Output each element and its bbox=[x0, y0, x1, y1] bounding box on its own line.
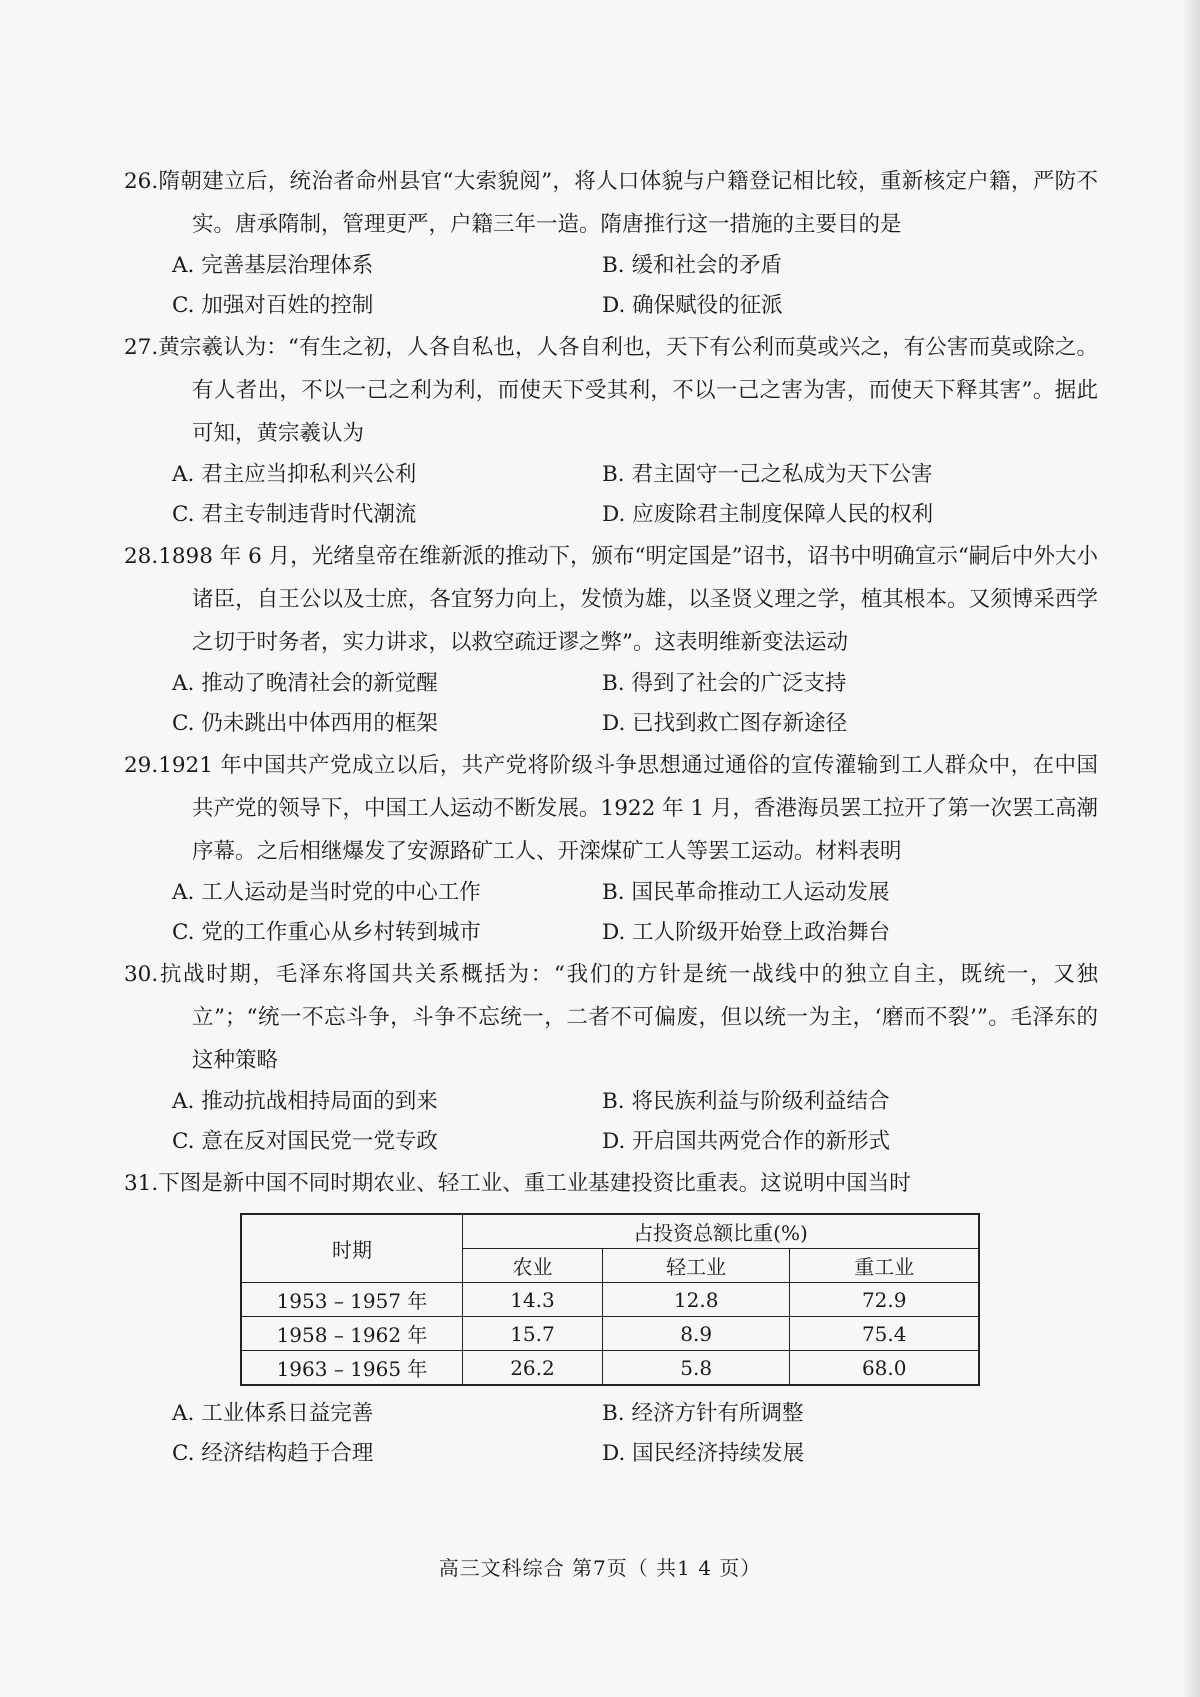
question-text: 1898 年 6 月，光绪皇帝在维新派的推动下，颁布“明定国是”诏书，诏书中明确宣示“嗣后中外大小诸臣，自王公以及士庶，各宜努力向上，发愤为雄，以圣贤义理之学，植其根本。又须博采西学之切于时务者，实力讲求，以救空疏迂谬之弊”。这表明维新变法运动 bbox=[158, 544, 1098, 655]
column-header-light-industry: 轻工业 bbox=[602, 1249, 789, 1283]
option-d[interactable]: D. 确保赋役的征派 bbox=[602, 293, 783, 318]
value-cell: 14.3 bbox=[463, 1283, 603, 1317]
question-28 bbox=[124, 535, 1098, 744]
option-c[interactable]: C. 君主专制违背时代潮流 bbox=[172, 502, 417, 527]
question-stem bbox=[124, 535, 1098, 664]
page-footer: 高三文科综合 第7页（ 共1 4 页） bbox=[438, 1556, 762, 1580]
value-cell: 72.9 bbox=[790, 1283, 979, 1317]
option-d[interactable]: D. 开启国共两党合作的新形式 bbox=[602, 1129, 891, 1154]
options bbox=[172, 1082, 1098, 1162]
option-b[interactable]: B. 国民革命推动工人运动发展 bbox=[602, 880, 890, 905]
share-group-header: 占投资总额比重(%) bbox=[463, 1214, 980, 1249]
option-b[interactable]: B. 君主固守一己之私成为天下公害 bbox=[602, 462, 933, 487]
question-text: 黄宗羲认为：“有生之初，人各自私也，人各自利也，天下有公利而莫或兴之，有公害而莫或除之。有人者出，不以一己之利为利，而使天下受其利，不以一己之害为害，而使天下释其害”。据此可知，黄宗羲认为 bbox=[158, 335, 1098, 446]
option-b[interactable]: B. 缓和社会的矛盾 bbox=[602, 253, 782, 278]
period-cell: 1958 – 1962 年 bbox=[241, 1317, 463, 1351]
table-row bbox=[241, 1317, 979, 1351]
column-header-heavy-industry: 重工业 bbox=[790, 1249, 979, 1283]
table-header-row bbox=[241, 1214, 979, 1249]
column-header-agriculture: 农业 bbox=[463, 1249, 603, 1283]
table-row bbox=[241, 1283, 979, 1317]
option-c[interactable]: C. 意在反对国民党一党专政 bbox=[172, 1129, 438, 1154]
option-b[interactable]: B. 得到了社会的广泛支持 bbox=[602, 671, 847, 696]
value-cell: 15.7 bbox=[463, 1317, 603, 1351]
option-d[interactable]: D. 应废除君主制度保障人民的权利 bbox=[602, 502, 934, 527]
period-cell: 1953 – 1957 年 bbox=[241, 1283, 463, 1317]
option-b[interactable]: B. 经济方针有所调整 bbox=[602, 1401, 804, 1426]
question-31 bbox=[124, 1162, 1098, 1474]
option-a[interactable]: A. 君主应当抑私利兴公利 bbox=[172, 462, 417, 487]
option-d[interactable]: D. 工人阶级开始登上政治舞台 bbox=[602, 920, 891, 945]
question-29 bbox=[124, 744, 1098, 953]
value-cell: 8.9 bbox=[602, 1317, 789, 1351]
question-text: 下图是新中国不同时期农业、轻工业、重工业基建投资比重表。这说明中国当时 bbox=[158, 1171, 911, 1196]
options bbox=[172, 246, 1098, 326]
option-a[interactable]: A. 工业体系日益完善 bbox=[172, 1401, 374, 1426]
option-d[interactable]: D. 国民经济持续发展 bbox=[602, 1441, 805, 1466]
question-26 bbox=[124, 160, 1098, 326]
question-30 bbox=[124, 953, 1098, 1162]
option-d[interactable]: D. 已找到救亡图存新途径 bbox=[602, 711, 848, 736]
option-a[interactable]: A. 推动抗战相持局面的到来 bbox=[172, 1089, 438, 1114]
question-stem bbox=[124, 953, 1098, 1082]
question-stem bbox=[124, 160, 1098, 246]
question-text: 抗战时期，毛泽东将国共关系概括为：“我们的方针是统一战线中的独立自主，既统一，又独立”；“统一不忘斗争，斗争不忘统一，二者不可偏废，但以统一为主，‘磨而不裂’”。毛泽东的这种策略 bbox=[158, 962, 1098, 1073]
option-c[interactable]: C. 经济结构趋于合理 bbox=[172, 1441, 374, 1466]
option-c[interactable]: C. 仍未跳出中体西用的框架 bbox=[172, 711, 438, 736]
value-cell: 12.8 bbox=[602, 1283, 789, 1317]
value-cell: 75.4 bbox=[790, 1317, 979, 1351]
question-stem bbox=[124, 1162, 1098, 1205]
period-header: 时期 bbox=[241, 1214, 463, 1283]
option-c[interactable]: C. 党的工作重心从乡村转到城市 bbox=[172, 920, 481, 945]
value-cell: 5.8 bbox=[602, 1351, 789, 1386]
options bbox=[172, 1394, 1098, 1474]
question-stem bbox=[124, 744, 1098, 873]
option-a[interactable]: A. 完善基层治理体系 bbox=[172, 253, 374, 278]
option-c[interactable]: C. 加强对百姓的控制 bbox=[172, 293, 374, 318]
table-row bbox=[241, 1351, 979, 1386]
page-edge-shadow bbox=[1182, 0, 1200, 1697]
options bbox=[172, 455, 1098, 535]
options bbox=[172, 664, 1098, 744]
question-stem bbox=[124, 326, 1098, 455]
option-b[interactable]: B. 将民族利益与阶级利益结合 bbox=[602, 1089, 890, 1114]
period-cell: 1963 – 1965 年 bbox=[241, 1351, 463, 1386]
question-text: 隋朝建立后，统治者命州县官“大索貌阅”，将人口体貌与户籍登记相比较，重新核定户籍，严防不实。唐承隋制，管理更严，户籍三年一造。隋唐推行这一措施的主要目的是 bbox=[158, 169, 1098, 237]
value-cell: 26.2 bbox=[463, 1351, 603, 1386]
exam-content bbox=[124, 160, 1098, 1474]
value-cell: 68.0 bbox=[790, 1351, 979, 1386]
options bbox=[172, 873, 1098, 953]
question-27 bbox=[124, 326, 1098, 535]
option-a[interactable]: A. 推动了晚清社会的新觉醒 bbox=[172, 671, 438, 696]
option-a[interactable]: A. 工人运动是当时党的中心工作 bbox=[172, 880, 481, 905]
investment-table bbox=[240, 1213, 980, 1386]
question-text: 1921 年中国共产党成立以后，共产党将阶级斗争思想通过通俗的宣传灌输到工人群众中，在中国共产党的领导下，中国工人运动不断发展。1922 年 1 月，香港海员罢工拉开了第一次罢工高潮序幕。之后相继爆发了安源路矿工人、开滦煤矿工人等罢工运动。材料表明 bbox=[158, 753, 1098, 864]
